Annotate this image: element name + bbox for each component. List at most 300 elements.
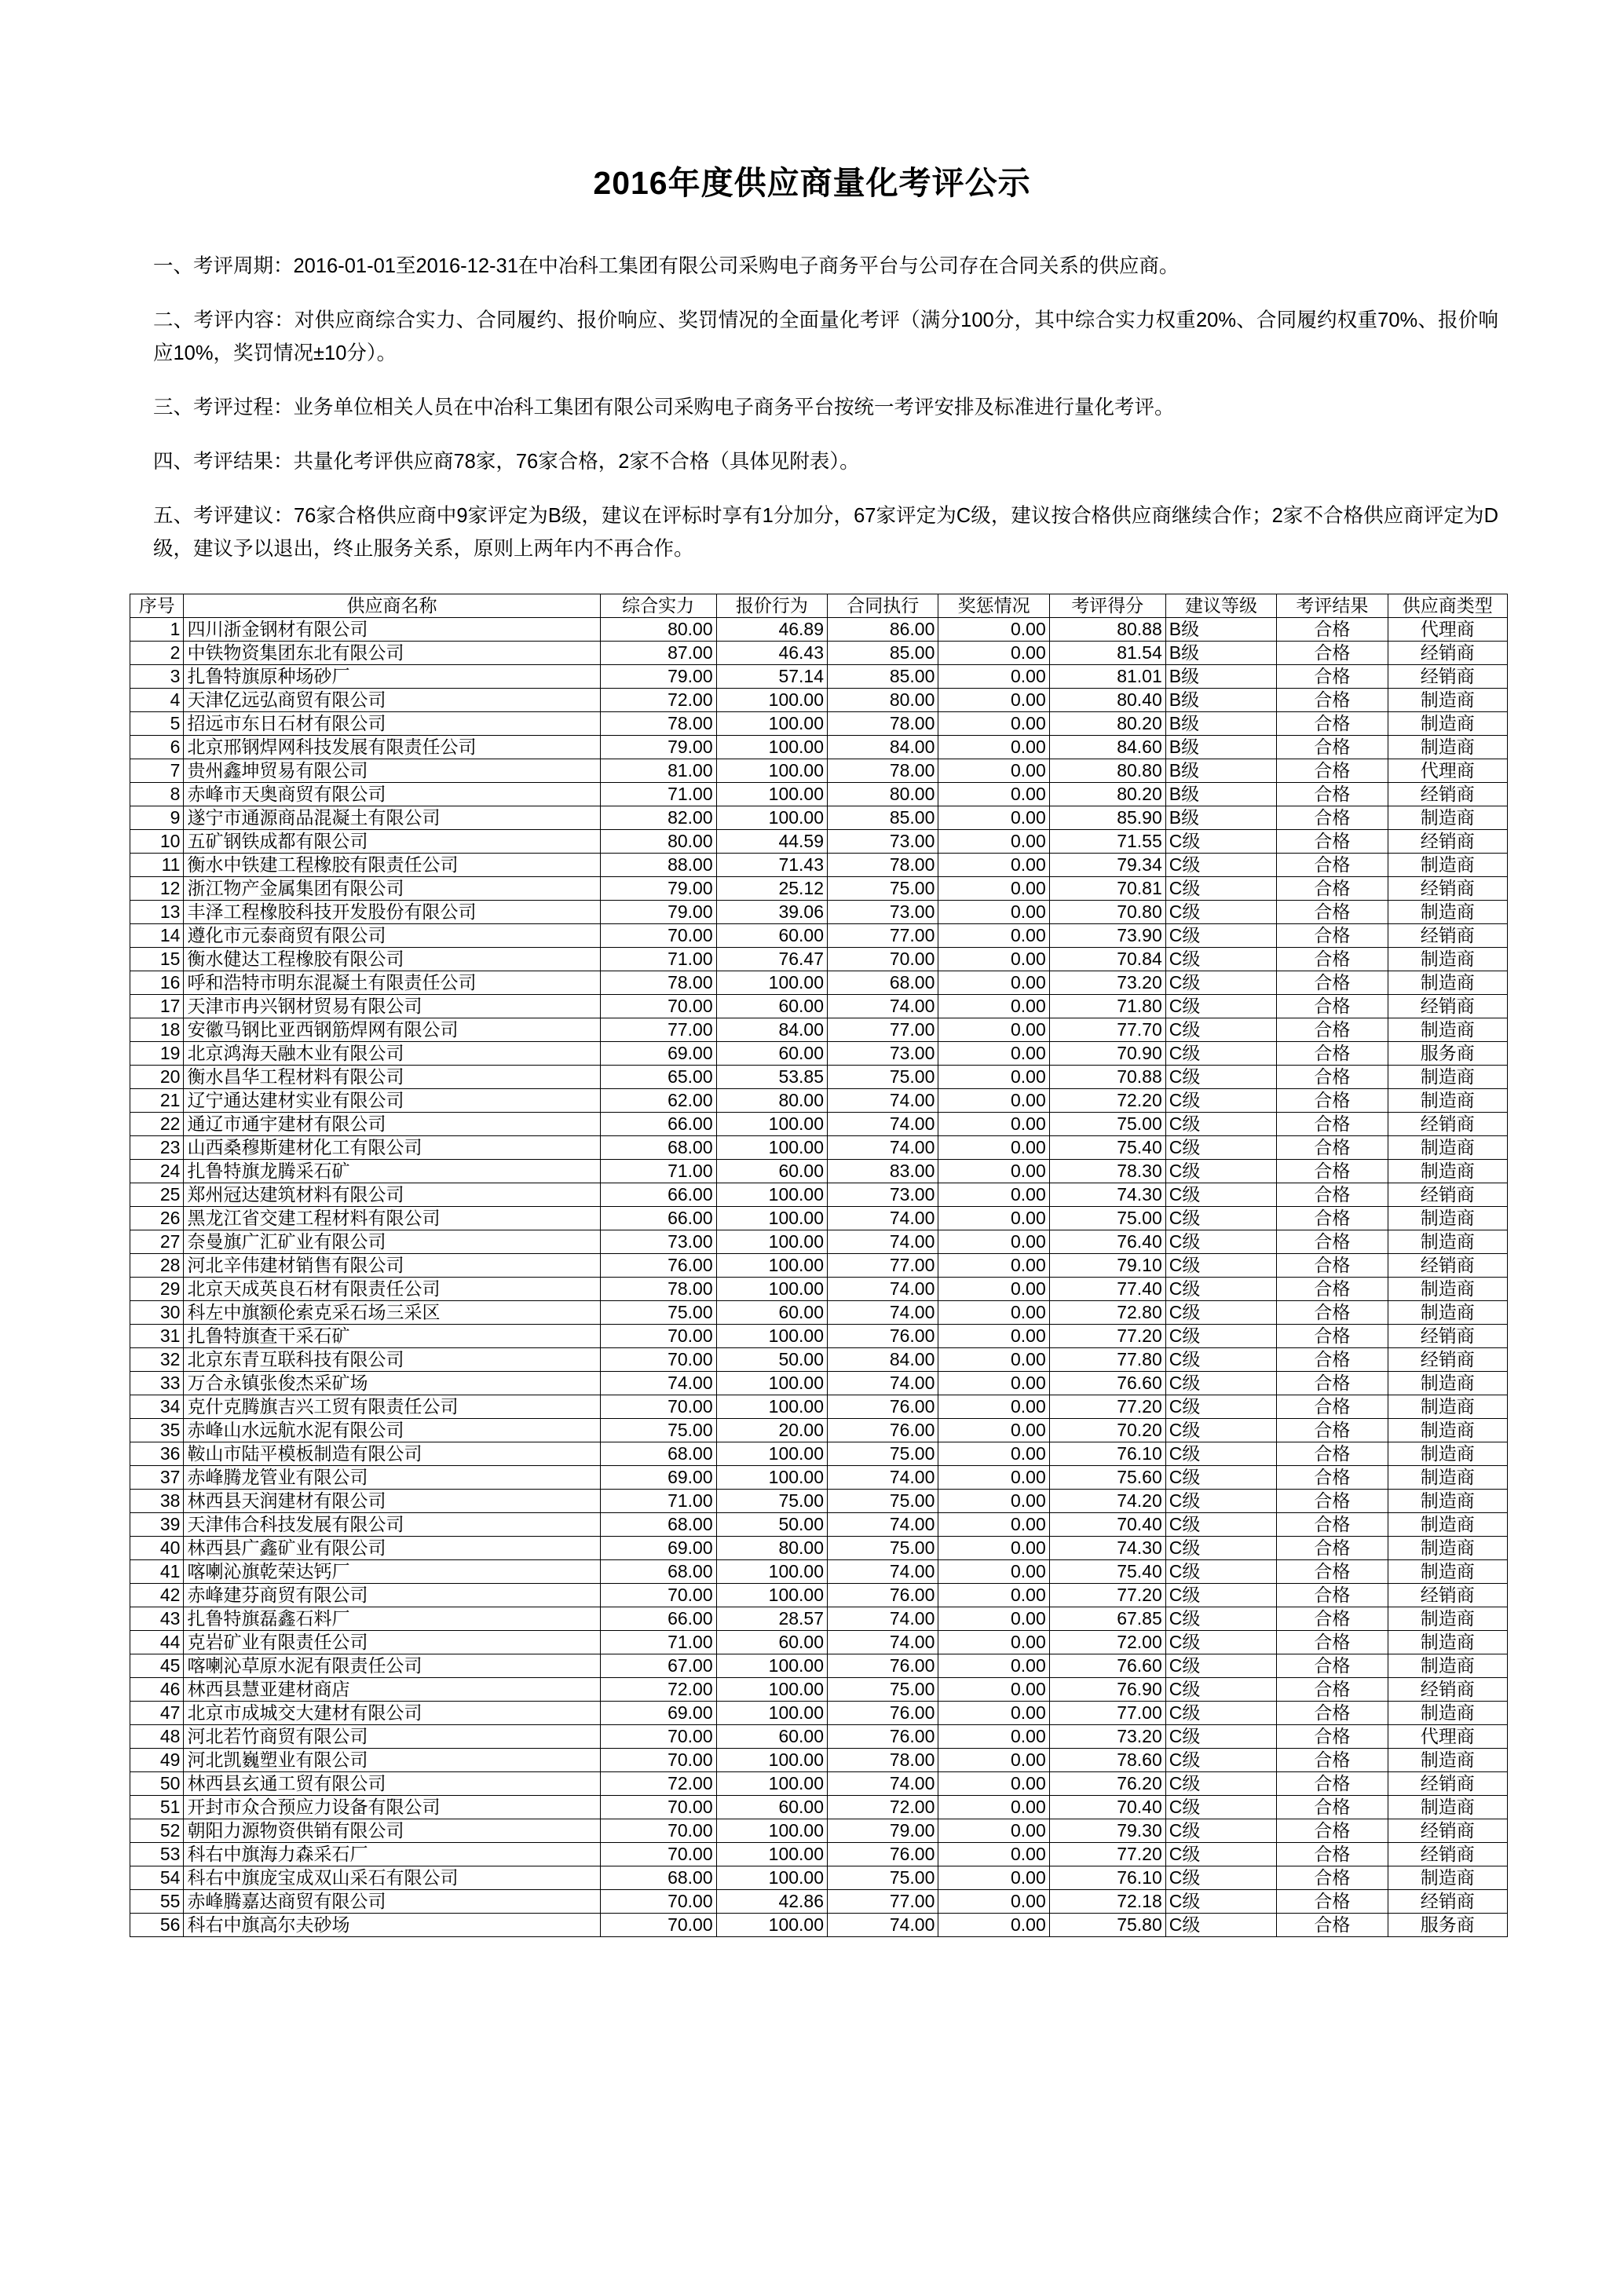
cell-quote-behavior: 100.00 — [716, 971, 827, 995]
table-row — [130, 1914, 1508, 1937]
cell-score: 77.40 — [1049, 1278, 1165, 1301]
column-header-suggested-grade: 建议等级 — [1165, 594, 1276, 618]
cell-overall-strength: 65.00 — [600, 1066, 716, 1089]
cell-score: 81.54 — [1049, 642, 1165, 665]
cell-index: 25 — [130, 1183, 184, 1207]
cell-result: 合格 — [1277, 665, 1388, 689]
cell-supplier-type: 经销商 — [1388, 1843, 1507, 1866]
cell-suggested-grade: C级 — [1165, 1772, 1276, 1796]
cell-index: 3 — [130, 665, 184, 689]
cell-contract-execution: 84.00 — [828, 1348, 938, 1372]
cell-contract-execution: 75.00 — [828, 1537, 938, 1560]
cell-reward-penalty: 0.00 — [938, 1513, 1049, 1537]
cell-quote-behavior: 100.00 — [716, 1866, 827, 1890]
cell-contract-execution: 75.00 — [828, 1490, 938, 1513]
cell-score: 75.60 — [1049, 1466, 1165, 1490]
cell-supplier-type: 经销商 — [1388, 1183, 1507, 1207]
cell-overall-strength: 88.00 — [600, 854, 716, 877]
cell-result: 合格 — [1277, 1749, 1388, 1772]
cell-reward-penalty: 0.00 — [938, 1631, 1049, 1654]
table-row — [130, 783, 1508, 806]
cell-quote-behavior: 100.00 — [716, 1678, 827, 1702]
cell-score: 75.40 — [1049, 1136, 1165, 1160]
cell-score: 77.20 — [1049, 1584, 1165, 1607]
cell-result: 合格 — [1277, 1466, 1388, 1490]
cell-suggested-grade: C级 — [1165, 1089, 1276, 1113]
cell-score: 79.34 — [1049, 854, 1165, 877]
cell-supplier-name: 辽宁通达建材实业有限公司 — [184, 1089, 600, 1113]
table-row — [130, 877, 1508, 901]
cell-supplier-name: 天津市冉兴钢材贸易有限公司 — [184, 995, 600, 1018]
table-row — [130, 1301, 1508, 1325]
cell-score: 70.40 — [1049, 1796, 1165, 1819]
cell-index: 23 — [130, 1136, 184, 1160]
cell-suggested-grade: C级 — [1165, 1207, 1276, 1230]
table-row — [130, 1018, 1508, 1042]
cell-result: 合格 — [1277, 1843, 1388, 1866]
cell-overall-strength: 67.00 — [600, 1654, 716, 1678]
cell-contract-execution: 77.00 — [828, 1018, 938, 1042]
cell-suggested-grade: C级 — [1165, 1301, 1276, 1325]
cell-overall-strength: 70.00 — [600, 1395, 716, 1419]
cell-score: 78.30 — [1049, 1160, 1165, 1183]
cell-suggested-grade: B级 — [1165, 618, 1276, 642]
cell-result: 合格 — [1277, 854, 1388, 877]
cell-supplier-name: 赤峰腾龙管业有限公司 — [184, 1466, 600, 1490]
cell-result: 合格 — [1277, 1490, 1388, 1513]
cell-overall-strength: 72.00 — [600, 1772, 716, 1796]
table-header-row — [130, 594, 1508, 618]
cell-score: 77.80 — [1049, 1348, 1165, 1372]
cell-contract-execution: 79.00 — [828, 1819, 938, 1843]
cell-quote-behavior: 84.00 — [716, 1018, 827, 1042]
cell-result: 合格 — [1277, 618, 1388, 642]
cell-overall-strength: 80.00 — [600, 830, 716, 854]
cell-supplier-name: 郑州冠达建筑材料有限公司 — [184, 1183, 600, 1207]
cell-supplier-name: 五矿钢铁成都有限公司 — [184, 830, 600, 854]
cell-supplier-type: 经销商 — [1388, 1819, 1507, 1843]
cell-contract-execution: 73.00 — [828, 830, 938, 854]
cell-score: 75.40 — [1049, 1560, 1165, 1584]
cell-overall-strength: 71.00 — [600, 1160, 716, 1183]
cell-score: 72.80 — [1049, 1301, 1165, 1325]
cell-suggested-grade: C级 — [1165, 854, 1276, 877]
table-row — [130, 689, 1508, 712]
cell-supplier-name: 赤峰腾嘉达商贸有限公司 — [184, 1890, 600, 1914]
cell-result: 合格 — [1277, 1254, 1388, 1278]
cell-suggested-grade: C级 — [1165, 1278, 1276, 1301]
cell-quote-behavior: 60.00 — [716, 1796, 827, 1819]
cell-score: 70.84 — [1049, 948, 1165, 971]
cell-quote-behavior: 100.00 — [716, 1442, 827, 1466]
cell-overall-strength: 77.00 — [600, 1018, 716, 1042]
cell-result: 合格 — [1277, 1725, 1388, 1749]
cell-index: 31 — [130, 1325, 184, 1348]
cell-score: 81.01 — [1049, 665, 1165, 689]
table-row — [130, 924, 1508, 948]
cell-index: 30 — [130, 1301, 184, 1325]
cell-supplier-type: 制造商 — [1388, 736, 1507, 759]
cell-result: 合格 — [1277, 1278, 1388, 1301]
cell-reward-penalty: 0.00 — [938, 689, 1049, 712]
cell-contract-execution: 74.00 — [828, 1136, 938, 1160]
cell-suggested-grade: C级 — [1165, 1819, 1276, 1843]
cell-supplier-type: 制造商 — [1388, 854, 1507, 877]
cell-score: 76.90 — [1049, 1678, 1165, 1702]
cell-reward-penalty: 0.00 — [938, 1183, 1049, 1207]
cell-supplier-type: 制造商 — [1388, 1560, 1507, 1584]
cell-index: 1 — [130, 618, 184, 642]
cell-reward-penalty: 0.00 — [938, 1089, 1049, 1113]
table-row — [130, 1607, 1508, 1631]
cell-overall-strength: 74.00 — [600, 1372, 716, 1395]
cell-score: 73.90 — [1049, 924, 1165, 948]
cell-quote-behavior: 100.00 — [716, 1254, 827, 1278]
cell-supplier-name: 黑龙江省交建工程材料有限公司 — [184, 1207, 600, 1230]
table-row — [130, 1442, 1508, 1466]
table-row — [130, 1136, 1508, 1160]
cell-index: 22 — [130, 1113, 184, 1136]
cell-score: 71.80 — [1049, 995, 1165, 1018]
cell-reward-penalty: 0.00 — [938, 1537, 1049, 1560]
cell-suggested-grade: B级 — [1165, 689, 1276, 712]
cell-score: 80.40 — [1049, 689, 1165, 712]
table-row — [130, 1513, 1508, 1537]
cell-quote-behavior: 50.00 — [716, 1513, 827, 1537]
cell-supplier-type: 制造商 — [1388, 1631, 1507, 1654]
table-row — [130, 1749, 1508, 1772]
cell-index: 17 — [130, 995, 184, 1018]
cell-index: 5 — [130, 712, 184, 736]
cell-result: 合格 — [1277, 783, 1388, 806]
table-row — [130, 1631, 1508, 1654]
cell-reward-penalty: 0.00 — [938, 1018, 1049, 1042]
cell-index: 4 — [130, 689, 184, 712]
cell-score: 70.90 — [1049, 1042, 1165, 1066]
cell-score: 84.60 — [1049, 736, 1165, 759]
cell-overall-strength: 70.00 — [600, 1348, 716, 1372]
cell-contract-execution: 74.00 — [828, 1301, 938, 1325]
cell-quote-behavior: 100.00 — [716, 1325, 827, 1348]
cell-overall-strength: 71.00 — [600, 948, 716, 971]
table-row — [130, 995, 1508, 1018]
table-row — [130, 1819, 1508, 1843]
cell-supplier-type: 制造商 — [1388, 1089, 1507, 1113]
cell-overall-strength: 87.00 — [600, 642, 716, 665]
cell-supplier-name: 浙江物产金属集团有限公司 — [184, 877, 600, 901]
cell-index: 26 — [130, 1207, 184, 1230]
cell-quote-behavior: 100.00 — [716, 759, 827, 783]
cell-overall-strength: 79.00 — [600, 736, 716, 759]
cell-contract-execution: 77.00 — [828, 1254, 938, 1278]
cell-index: 16 — [130, 971, 184, 995]
column-header-quote-behavior: 报价行为 — [716, 594, 827, 618]
table-row — [130, 971, 1508, 995]
cell-quote-behavior: 60.00 — [716, 1042, 827, 1066]
cell-suggested-grade: B级 — [1165, 665, 1276, 689]
page-title: 2016年度供应商量化考评公示 — [593, 165, 1031, 201]
cell-index: 24 — [130, 1160, 184, 1183]
cell-overall-strength: 70.00 — [600, 1725, 716, 1749]
cell-supplier-name: 林西县慧亚建材商店 — [184, 1678, 600, 1702]
cell-overall-strength: 78.00 — [600, 1278, 716, 1301]
cell-suggested-grade: C级 — [1165, 1890, 1276, 1914]
cell-index: 47 — [130, 1702, 184, 1725]
cell-quote-behavior: 100.00 — [716, 1183, 827, 1207]
cell-reward-penalty: 0.00 — [938, 1254, 1049, 1278]
cell-quote-behavior: 76.47 — [716, 948, 827, 971]
cell-result: 合格 — [1277, 1113, 1388, 1136]
cell-contract-execution: 80.00 — [828, 689, 938, 712]
table-row — [130, 830, 1508, 854]
cell-supplier-type: 经销商 — [1388, 642, 1507, 665]
cell-reward-penalty: 0.00 — [938, 1466, 1049, 1490]
cell-quote-behavior: 100.00 — [716, 1230, 827, 1254]
cell-suggested-grade: C级 — [1165, 1513, 1276, 1537]
cell-index: 29 — [130, 1278, 184, 1301]
cell-score: 80.88 — [1049, 618, 1165, 642]
cell-reward-penalty: 0.00 — [938, 1654, 1049, 1678]
cell-result: 合格 — [1277, 1136, 1388, 1160]
cell-result: 合格 — [1277, 642, 1388, 665]
cell-suggested-grade: C级 — [1165, 1914, 1276, 1937]
cell-contract-execution: 75.00 — [828, 1866, 938, 1890]
cell-supplier-type: 制造商 — [1388, 1395, 1507, 1419]
cell-contract-execution: 76.00 — [828, 1395, 938, 1419]
cell-supplier-type: 制造商 — [1388, 1702, 1507, 1725]
cell-reward-penalty: 0.00 — [938, 1560, 1049, 1584]
cell-supplier-name: 北京市成城交大建材有限公司 — [184, 1702, 600, 1725]
cell-score: 74.30 — [1049, 1183, 1165, 1207]
cell-overall-strength: 70.00 — [600, 1749, 716, 1772]
cell-quote-behavior: 100.00 — [716, 1749, 827, 1772]
cell-supplier-name: 通辽市通宇建材有限公司 — [184, 1113, 600, 1136]
cell-suggested-grade: C级 — [1165, 1442, 1276, 1466]
cell-supplier-name: 赤峰建芬商贸有限公司 — [184, 1584, 600, 1607]
table-row — [130, 1066, 1508, 1089]
cell-supplier-type: 制造商 — [1388, 901, 1507, 924]
cell-suggested-grade: C级 — [1165, 1419, 1276, 1442]
table-row — [130, 1372, 1508, 1395]
cell-supplier-type: 制造商 — [1388, 1419, 1507, 1442]
cell-result: 合格 — [1277, 806, 1388, 830]
cell-reward-penalty: 0.00 — [938, 1678, 1049, 1702]
column-header-overall-strength: 综合实力 — [600, 594, 716, 618]
cell-overall-strength: 75.00 — [600, 1419, 716, 1442]
table-row — [130, 1796, 1508, 1819]
cell-contract-execution: 77.00 — [828, 924, 938, 948]
table-row — [130, 736, 1508, 759]
cell-supplier-type: 制造商 — [1388, 1866, 1507, 1890]
cell-overall-strength: 62.00 — [600, 1089, 716, 1113]
cell-supplier-name: 呼和浩特市明东混凝土有限责任公司 — [184, 971, 600, 995]
table-row — [130, 1113, 1508, 1136]
cell-supplier-name: 喀喇沁草原水泥有限责任公司 — [184, 1654, 600, 1678]
cell-overall-strength: 66.00 — [600, 1183, 716, 1207]
cell-result: 合格 — [1277, 1325, 1388, 1348]
cell-result: 合格 — [1277, 1089, 1388, 1113]
cell-result: 合格 — [1277, 1654, 1388, 1678]
table-row — [130, 665, 1508, 689]
cell-quote-behavior: 28.57 — [716, 1607, 827, 1631]
cell-reward-penalty: 0.00 — [938, 971, 1049, 995]
cell-quote-behavior: 20.00 — [716, 1419, 827, 1442]
paragraph-4: 四、考评结果：共量化考评供应商78家，76家合格，2家不合格（具体见附表）。 — [153, 451, 860, 473]
cell-suggested-grade: C级 — [1165, 1113, 1276, 1136]
cell-score: 79.10 — [1049, 1254, 1165, 1278]
cell-suggested-grade: C级 — [1165, 877, 1276, 901]
cell-score: 80.20 — [1049, 712, 1165, 736]
cell-result: 合格 — [1277, 1160, 1388, 1183]
cell-supplier-type: 制造商 — [1388, 1490, 1507, 1513]
cell-index: 52 — [130, 1819, 184, 1843]
cell-index: 7 — [130, 759, 184, 783]
cell-supplier-name: 河北若竹商贸有限公司 — [184, 1725, 600, 1749]
cell-quote-behavior: 60.00 — [716, 1725, 827, 1749]
cell-suggested-grade: C级 — [1165, 1796, 1276, 1819]
cell-result: 合格 — [1277, 1702, 1388, 1725]
cell-supplier-type: 经销商 — [1388, 665, 1507, 689]
cell-suggested-grade: C级 — [1165, 1866, 1276, 1890]
cell-supplier-name: 赤峰市天奥商贸有限公司 — [184, 783, 600, 806]
paragraph-3: 三、考评过程：业务单位相关人员在中冶科工集团有限公司采购电子商务平台按统一考评安排及标准进行量化考评。 — [153, 396, 1175, 419]
cell-score: 73.20 — [1049, 1725, 1165, 1749]
cell-quote-behavior: 44.59 — [716, 830, 827, 854]
table-row — [130, 854, 1508, 877]
cell-suggested-grade: C级 — [1165, 1725, 1276, 1749]
cell-result: 合格 — [1277, 1914, 1388, 1937]
cell-score: 77.70 — [1049, 1018, 1165, 1042]
cell-suggested-grade: C级 — [1165, 1702, 1276, 1725]
cell-quote-behavior: 25.12 — [716, 877, 827, 901]
cell-contract-execution: 78.00 — [828, 1749, 938, 1772]
cell-contract-execution: 74.00 — [828, 1372, 938, 1395]
cell-supplier-type: 经销商 — [1388, 1584, 1507, 1607]
cell-supplier-type: 制造商 — [1388, 1066, 1507, 1089]
cell-reward-penalty: 0.00 — [938, 1113, 1049, 1136]
cell-score: 70.80 — [1049, 901, 1165, 924]
cell-supplier-name: 科左中旗额伦索克采石场三采区 — [184, 1301, 600, 1325]
cell-quote-behavior: 100.00 — [716, 689, 827, 712]
cell-index: 33 — [130, 1372, 184, 1395]
cell-supplier-name: 遂宁市通源商品混凝土有限公司 — [184, 806, 600, 830]
table-row — [130, 1866, 1508, 1890]
cell-quote-behavior: 46.43 — [716, 642, 827, 665]
cell-reward-penalty: 0.00 — [938, 1230, 1049, 1254]
table-row — [130, 1042, 1508, 1066]
cell-contract-execution: 85.00 — [828, 806, 938, 830]
cell-score: 76.60 — [1049, 1372, 1165, 1395]
cell-supplier-name: 赤峰山水远航水泥有限公司 — [184, 1419, 600, 1442]
table-row — [130, 1395, 1508, 1419]
cell-reward-penalty: 0.00 — [938, 1136, 1049, 1160]
cell-reward-penalty: 0.00 — [938, 736, 1049, 759]
cell-contract-execution: 76.00 — [828, 1654, 938, 1678]
cell-suggested-grade: C级 — [1165, 1843, 1276, 1866]
cell-overall-strength: 70.00 — [600, 995, 716, 1018]
cell-overall-strength: 79.00 — [600, 877, 716, 901]
cell-quote-behavior: 100.00 — [716, 783, 827, 806]
cell-contract-execution: 74.00 — [828, 1207, 938, 1230]
cell-result: 合格 — [1277, 1890, 1388, 1914]
cell-index: 48 — [130, 1725, 184, 1749]
cell-supplier-type: 制造商 — [1388, 712, 1507, 736]
cell-index: 27 — [130, 1230, 184, 1254]
cell-quote-behavior: 60.00 — [716, 1301, 827, 1325]
cell-quote-behavior: 100.00 — [716, 1466, 827, 1490]
table-row — [130, 948, 1508, 971]
cell-index: 44 — [130, 1631, 184, 1654]
cell-result: 合格 — [1277, 1301, 1388, 1325]
cell-quote-behavior: 60.00 — [716, 995, 827, 1018]
table-row — [130, 1725, 1508, 1749]
cell-index: 14 — [130, 924, 184, 948]
cell-quote-behavior: 100.00 — [716, 1843, 827, 1866]
cell-overall-strength: 68.00 — [600, 1442, 716, 1466]
cell-supplier-name: 招远市东日石材有限公司 — [184, 712, 600, 736]
cell-supplier-name: 林西县玄通工贸有限公司 — [184, 1772, 600, 1796]
cell-result: 合格 — [1277, 1395, 1388, 1419]
cell-reward-penalty: 0.00 — [938, 1372, 1049, 1395]
cell-index: 19 — [130, 1042, 184, 1066]
cell-overall-strength: 82.00 — [600, 806, 716, 830]
cell-score: 70.40 — [1049, 1513, 1165, 1537]
cell-supplier-type: 代理商 — [1388, 1725, 1507, 1749]
cell-score: 72.00 — [1049, 1631, 1165, 1654]
paragraph-2: 二、考评内容：对供应商综合实力、合同履约、报价响应、奖罚情况的全面量化考评（满分100分，其中综合实力权重20%、合同履约权重70%、报价响应10%，奖罚情况±10分）。 — [153, 309, 1498, 364]
cell-score: 75.00 — [1049, 1207, 1165, 1230]
cell-supplier-type: 制造商 — [1388, 1749, 1507, 1772]
cell-result: 合格 — [1277, 1631, 1388, 1654]
cell-supplier-name: 林西县广鑫矿业有限公司 — [184, 1537, 600, 1560]
cell-result: 合格 — [1277, 1183, 1388, 1207]
cell-supplier-name: 天津亿远弘商贸有限公司 — [184, 689, 600, 712]
cell-supplier-type: 制造商 — [1388, 1466, 1507, 1490]
cell-overall-strength: 66.00 — [600, 1207, 716, 1230]
cell-reward-penalty: 0.00 — [938, 806, 1049, 830]
cell-supplier-type: 服务商 — [1388, 1914, 1507, 1937]
cell-contract-execution: 74.00 — [828, 995, 938, 1018]
cell-supplier-type: 经销商 — [1388, 877, 1507, 901]
cell-quote-behavior: 100.00 — [716, 1207, 827, 1230]
cell-supplier-name: 四川浙金钢材有限公司 — [184, 618, 600, 642]
table-row — [130, 901, 1508, 924]
table-row — [130, 1419, 1508, 1442]
cell-reward-penalty: 0.00 — [938, 1843, 1049, 1866]
cell-overall-strength: 72.00 — [600, 1678, 716, 1702]
cell-index: 41 — [130, 1560, 184, 1584]
cell-contract-execution: 84.00 — [828, 736, 938, 759]
cell-index: 6 — [130, 736, 184, 759]
cell-supplier-name: 扎鲁特旗查干采石矿 — [184, 1325, 600, 1348]
cell-suggested-grade: C级 — [1165, 1230, 1276, 1254]
cell-supplier-name: 扎鲁特旗磊鑫石料厂 — [184, 1607, 600, 1631]
cell-result: 合格 — [1277, 1372, 1388, 1395]
cell-overall-strength: 81.00 — [600, 759, 716, 783]
cell-index: 55 — [130, 1890, 184, 1914]
cell-index: 9 — [130, 806, 184, 830]
cell-overall-strength: 76.00 — [600, 1254, 716, 1278]
cell-supplier-type: 制造商 — [1388, 1160, 1507, 1183]
cell-contract-execution: 74.00 — [828, 1466, 938, 1490]
cell-result: 合格 — [1277, 971, 1388, 995]
cell-contract-execution: 70.00 — [828, 948, 938, 971]
cell-supplier-type: 制造商 — [1388, 806, 1507, 830]
cell-reward-penalty: 0.00 — [938, 1725, 1049, 1749]
cell-supplier-name: 北京鸿海天融木业有限公司 — [184, 1042, 600, 1066]
cell-index: 11 — [130, 854, 184, 877]
cell-index: 35 — [130, 1419, 184, 1442]
